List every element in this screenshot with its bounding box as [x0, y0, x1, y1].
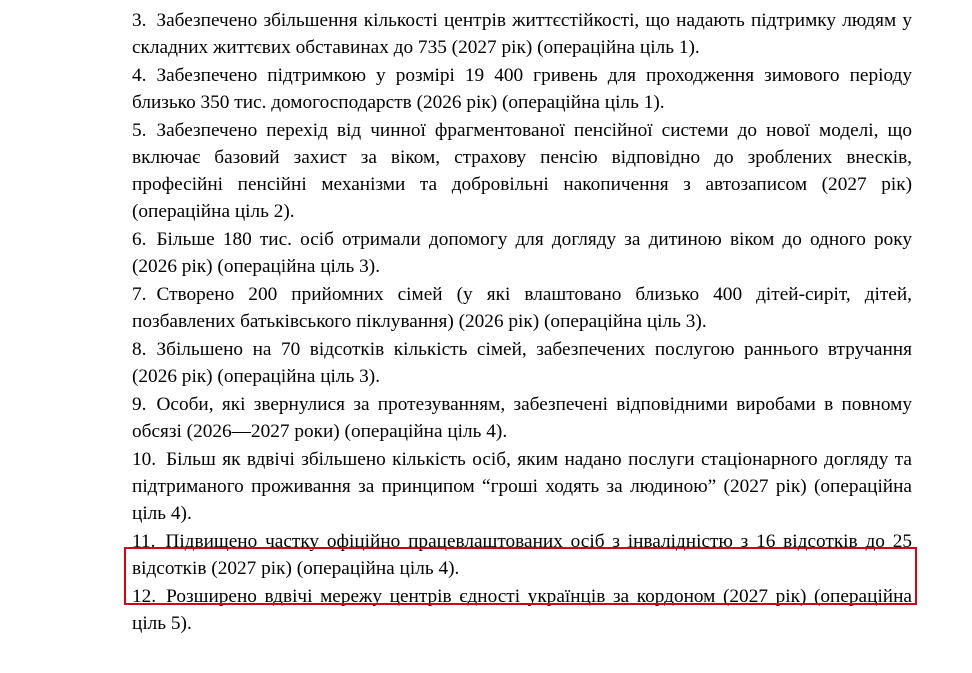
item-number: 10.: [132, 449, 157, 470]
item-text: Більш як вдвічі збільшено кількість осіб, яким надано послуги стаціонарного догляду та підтриманого проживання за принципом “гроші ходять за людиною” (2027 рік) (операційна ціль 4).: [132, 449, 912, 524]
item-text: Забезпечено підтримкою у розмірі 19 400 гривень для проходження зимового періоду близько 350 тис. домогосподарств (2026 рік) (операційна ціль 1).: [132, 65, 912, 113]
item-text: Більше 180 тис. осіб отримали допомогу для догляду за дитиною віком до одного року (2026 рік) (операційна ціль 3).: [132, 229, 912, 277]
item-number: 6.: [132, 229, 147, 250]
list-item-7: [132, 281, 912, 335]
item-text: Створено 200 прийомних сімей (у які влаштовано близько 400 дітей-сиріт, дітей, позбавлених батьківського піклування) (2026 рік) (операційна ціль 3).: [132, 284, 912, 332]
item-number: 5.: [132, 120, 147, 141]
item-number: 12.: [132, 586, 157, 607]
item-number: 11.: [132, 531, 156, 552]
list-item-11-highlighted: [132, 528, 912, 582]
item-number: 3.: [132, 10, 147, 31]
item-number: 4.: [132, 65, 147, 86]
list-item-12: [132, 583, 912, 637]
item-number: 8.: [132, 339, 147, 360]
item-text: Забезпечено перехід від чинної фрагментованої пенсійної системи до нової моделі, що включає базовий захист за віком, страхову пенсію відповідно до зроблених внесків, професійні пенсійні механізми та добровільні накопичення з автозаписом (2027 рік) (операційна ціль 2).: [132, 120, 912, 222]
document-body: [132, 7, 912, 638]
item-number: 9.: [132, 394, 147, 415]
list-item-10: [132, 446, 912, 527]
list-item-6: [132, 226, 912, 280]
list-item-5: [132, 117, 912, 225]
list-item-4: [132, 62, 912, 116]
list-item-3: [132, 7, 912, 61]
item-number: 7.: [132, 284, 147, 305]
item-text: Розширено вдвічі мережу центрів єдності українців за кордоном (2027 рік) (операційна ціль 5).: [132, 586, 912, 634]
item-text: Підвищено частку офіційно працевлаштованих осіб з інвалідністю з 16 відсотків до 25 відсотків (2027 рік) (операційна ціль 4).: [132, 531, 912, 579]
item-text: Забезпечено збільшення кількості центрів життєстійкості, що надають підтримку людям у складних життєвих обставинах до 735 (2027 рік) (операційна ціль 1).: [132, 10, 912, 58]
list-item-8: [132, 336, 912, 390]
list-item-9: [132, 391, 912, 445]
item-text: Особи, які звернулися за протезуванням, забезпечені відповідними виробами в повному обсязі (2026—2027 роки) (операційна ціль 4).: [132, 394, 912, 442]
item-text: Збільшено на 70 відсотків кількість сімей, забезпечених послугою раннього втручання (2026 рік) (операційна ціль 3).: [132, 339, 912, 387]
